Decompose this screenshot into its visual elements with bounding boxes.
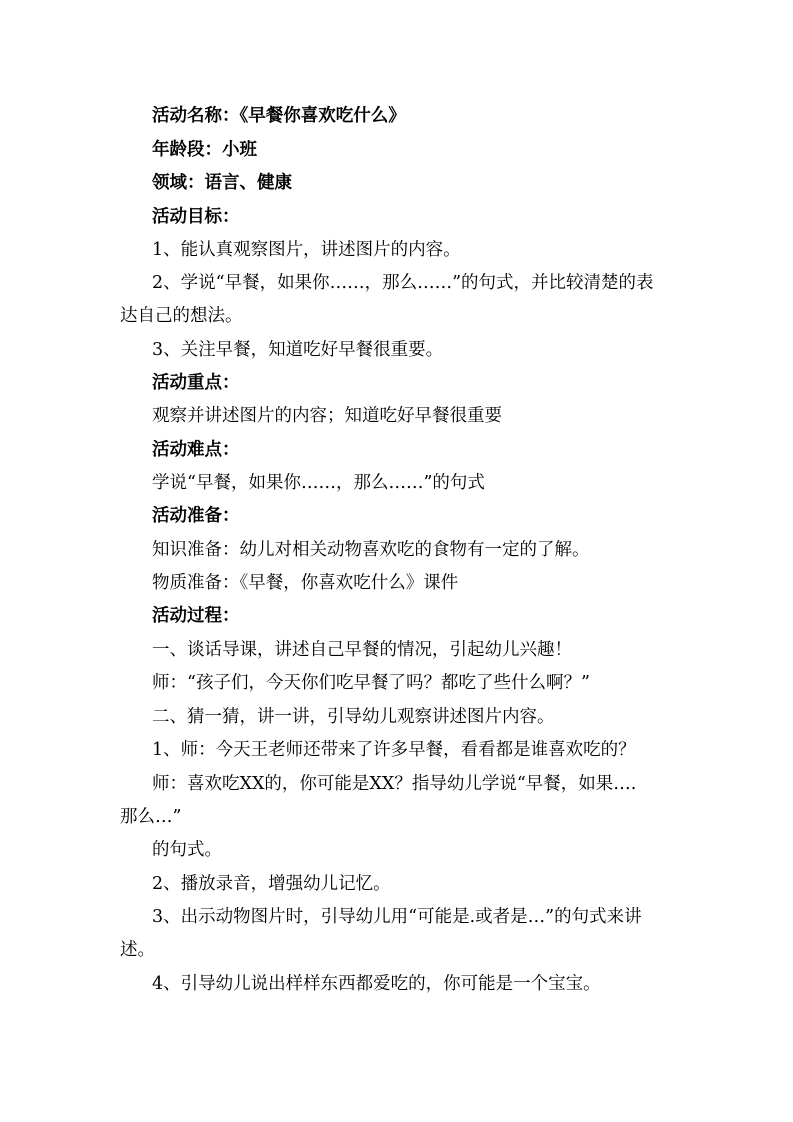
key-point-text: 观察并讲述图片的内容；知道吃好早餐很重要 — [152, 406, 502, 426]
process-heading: 活动过程： — [152, 606, 240, 626]
key-point-heading: 活动重点： — [152, 373, 240, 393]
age-group: 年龄段：小班 — [152, 140, 257, 160]
process-substep: 2、播放录音，增强幼儿记忆。 — [152, 874, 391, 894]
goal-item: 3、关注早餐，知道吃好早餐很重要。 — [152, 340, 444, 360]
goals-heading: 活动目标： — [152, 207, 240, 227]
preparation-knowledge: 知识准备：幼儿对相关动物喜欢吃的食物有一定的了解。 — [152, 540, 590, 560]
goal-item: 2、学说“早餐，如果你……，那么……”的句式，并比较清楚的表 — [152, 273, 654, 293]
process-step: 一、谈话导课，讲述自己早餐的情况，引起幼儿兴趣！ — [152, 640, 572, 660]
goal-item-continuation: 达自己的想法。 — [120, 306, 243, 326]
process-teacher-line-continuation: 的句式。 — [152, 840, 222, 860]
difficulty-heading: 活动难点： — [152, 440, 240, 460]
process-substep: 1、师：今天王老师还带来了许多早餐，看看都是谁喜欢吃的？ — [152, 740, 636, 760]
domain-field: 领域：语言、健康 — [152, 173, 292, 193]
process-step: 二、猜一猜，讲一讲，引导幼儿观察讲述图片内容。 — [152, 707, 555, 727]
process-substep: 4、引导幼儿说出样样东西都爱吃的，你可能是一个宝宝。 — [152, 974, 601, 994]
process-substep-continuation: 述。 — [120, 940, 155, 960]
difficulty-text: 学说“早餐，如果你……，那么……”的句式 — [152, 473, 485, 493]
goal-item: 1、能认真观察图片，讲述图片的内容。 — [152, 240, 461, 260]
preparation-material: 物质准备：《早餐，你喜欢吃什么》课件 — [152, 573, 459, 593]
activity-name: 活动名称：《早餐你喜欢吃什么》 — [152, 106, 406, 126]
preparation-heading: 活动准备： — [152, 506, 240, 526]
process-teacher-line: 师：“孩子们，今天你们吃早餐了吗？都吃了些什么啊？” — [152, 673, 590, 693]
process-substep: 3、出示动物图片时，引导幼儿用“可能是.或者是…”的句式来讲 — [152, 907, 642, 927]
process-teacher-line: 师：喜欢吃XX的，你可能是XX？指导幼儿学说“早餐，如果…. — [152, 774, 637, 794]
process-teacher-line-continuation: 那么…” — [120, 807, 182, 827]
